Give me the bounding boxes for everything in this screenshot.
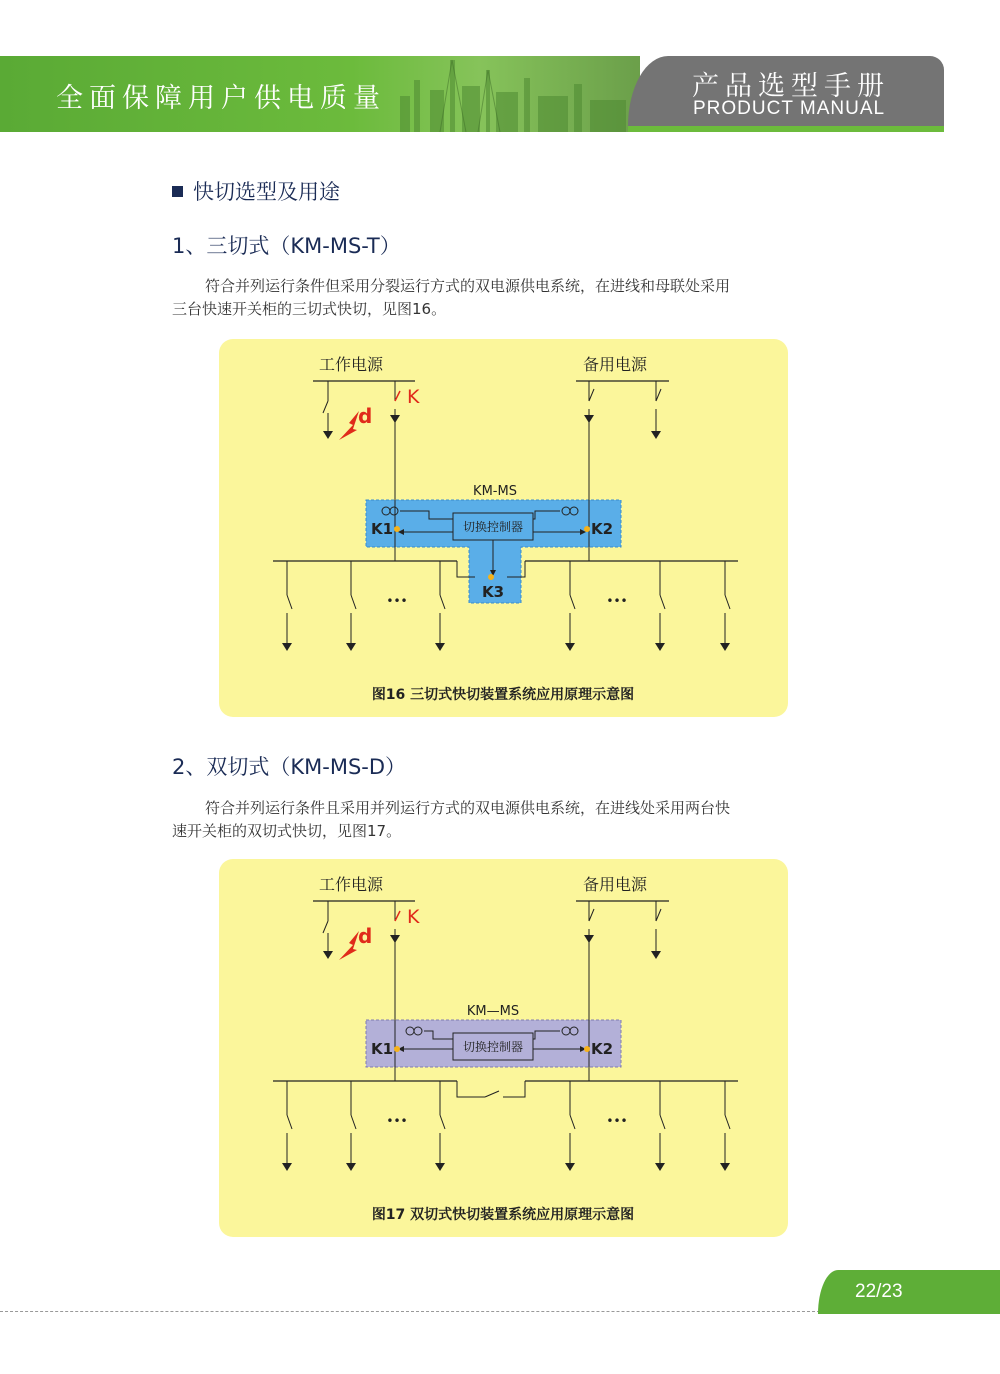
part1-title: 1、三切式（KM-MS-T） (172, 234, 401, 258)
ellipsis-left: ••• (386, 1114, 408, 1128)
footer-page-tab (818, 1270, 1000, 1314)
fault-lightning-icon (339, 411, 359, 440)
outgoing-feeders (287, 1081, 730, 1163)
figure17-diagram (219, 859, 788, 1237)
header-manual-title-cn: 产品选型手册 (692, 71, 890, 102)
figure16-diagram (219, 339, 788, 717)
page-number: 22/23 (855, 1281, 903, 1302)
controller-label: 切换控制器 (462, 1040, 524, 1054)
fault-d-label: d (358, 404, 373, 428)
ellipsis-right: ••• (606, 594, 628, 608)
km-ms-label: KM-MS (473, 484, 517, 499)
fault-lightning-icon (339, 931, 359, 960)
figure17-caption: 图17 双切式快切装置系统应用原理示意图 (371, 1207, 635, 1223)
fault-d-label: d (358, 924, 373, 948)
work-source-label: 工作电源 (318, 355, 384, 374)
figure17-panel (219, 859, 788, 1237)
header-underline (628, 126, 944, 132)
footer-dashed-line (0, 1311, 820, 1312)
ellipsis-right: ••• (606, 1114, 628, 1128)
figure16-caption: 图16 三切式快切装置系统应用原理示意图 (371, 687, 635, 703)
part1-paragraph: 符合并列运行条件但采用分裂运行方式的双电源供电系统，在进线和母联处采用 三台快速开关柜的三切式快切，见图16。 (172, 277, 731, 318)
work-source-label: 工作电源 (318, 875, 384, 894)
k1-label: K1 (371, 520, 394, 538)
bus-tie-link (457, 1081, 485, 1097)
controller-label: 切换控制器 (462, 520, 524, 534)
part2-title: 2、双切式（KM-MS-D） (172, 755, 407, 779)
k3-label: K3 (481, 583, 505, 601)
part2-paragraph: 符合并列运行条件且采用并列运行方式的双电源供电系统，在进线处采用两台快 速开关柜的双切式快切，见图17。 (172, 799, 731, 840)
backup-source-label: 备用电源 (582, 875, 648, 894)
ellipsis-left: ••• (386, 594, 408, 608)
header-manual-title-en: PRODUCT MANUAL (693, 98, 886, 119)
k1-label: K1 (371, 1040, 394, 1058)
section-title: 快切选型及用途 (172, 176, 340, 206)
k2-label: K2 (591, 520, 614, 538)
k-switch-label: K (407, 906, 420, 928)
k2-label: K2 (591, 1040, 614, 1058)
backup-source-label: 备用电源 (582, 355, 648, 374)
km-ms-label: KM—MS (466, 1004, 520, 1019)
square-bullet-icon (172, 186, 183, 197)
header-slogan: 全面保障用户供电质量 (56, 83, 386, 114)
k-switch-label: K (407, 386, 420, 408)
figure16-panel (219, 339, 788, 717)
